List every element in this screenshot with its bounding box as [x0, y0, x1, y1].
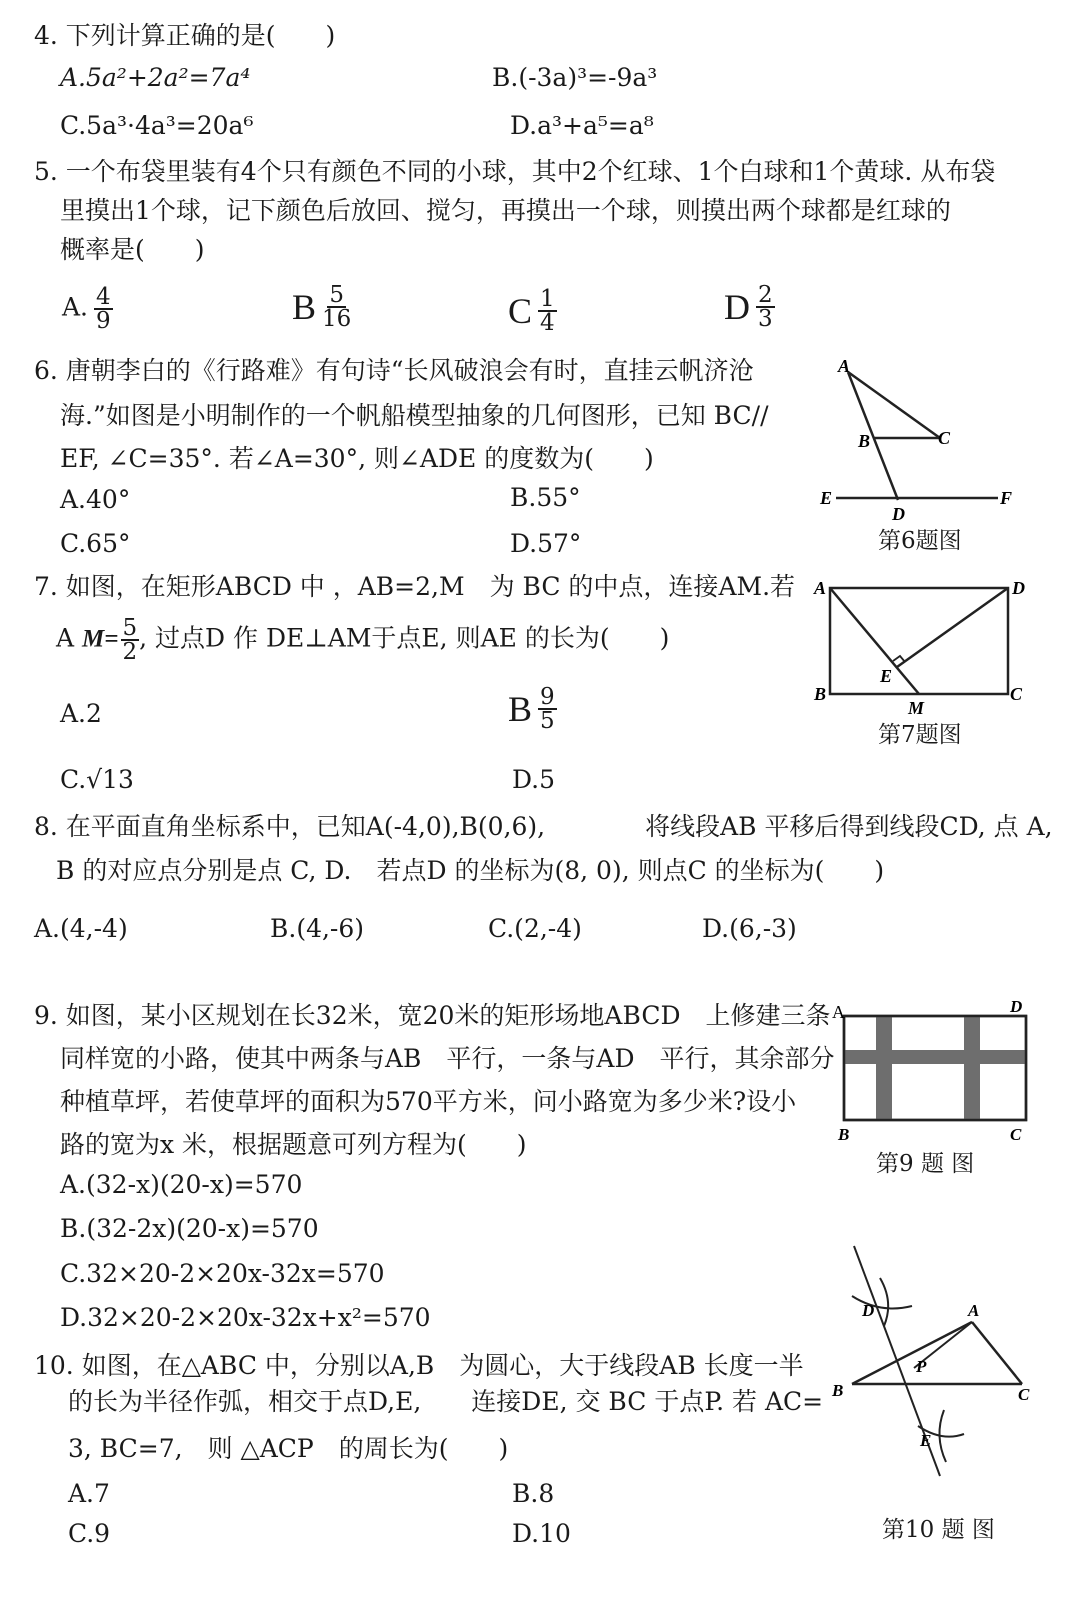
- q8-option-d: D.(6,-3): [702, 914, 797, 943]
- q9-stem-line4: 路的宽为x 米，根据题意可列方程为( ): [60, 1130, 527, 1159]
- q5-option-d: [724, 284, 775, 330]
- q10-option-c: C.9: [68, 1519, 111, 1548]
- fraction-denominator: 3: [758, 306, 773, 332]
- q7-option-b: [508, 686, 557, 732]
- q4-option-a: A.5a²+2a²=7a⁴: [60, 63, 251, 92]
- q9-figure: [826, 996, 1036, 1146]
- q7-option-c: C.√13: [60, 765, 134, 794]
- q10-option-b: B.8: [512, 1479, 555, 1508]
- label-m: M: [908, 698, 925, 718]
- q10-figure: [822, 1240, 1040, 1480]
- q9-option-c: C.32×20-2×20x-32x=570: [60, 1259, 385, 1288]
- q9-option-b: B.(32-2x)(20-x)=570: [60, 1214, 319, 1243]
- q9-figure-caption: 第9 题 图: [876, 1151, 975, 1177]
- q6-option-a: A.40°: [60, 485, 131, 514]
- label-d: D: [862, 1301, 875, 1320]
- q10-figure-caption: 第10 题 图: [882, 1517, 995, 1543]
- q10-stem-line3: 3, BC=7, 则 △ACP 的周长为( ): [68, 1434, 509, 1463]
- q8-option-c: C.(2,-4): [488, 914, 582, 943]
- label-c: C: [1018, 1385, 1030, 1404]
- q7-stem-line2: [56, 617, 669, 663]
- rectangle-abcd: [844, 1016, 1026, 1120]
- label-d: D: [1010, 997, 1023, 1016]
- line-am: [830, 588, 919, 694]
- q9-stem-line2: 同样宽的小路，使其中两条与AB 平行，一条与AD 平行，其余部分: [60, 1044, 835, 1073]
- q7-stem-line1: 7. 如图，在矩形ABCD 中 ，AB=2,M 为 BC 的中点，连接AM.若: [34, 572, 796, 601]
- label-b: B: [832, 1381, 844, 1400]
- label-c: C: [938, 428, 951, 448]
- q8-stem-line1: 8. 在平面直角坐标系中，已知A(-4,0),B(0,6), 将线段AB 平移后得到线段CD, 点 A,: [34, 812, 1053, 841]
- fraction-denominator: 4: [540, 310, 555, 336]
- line-ab: [852, 1322, 972, 1384]
- label-a: A: [838, 356, 851, 376]
- q5-option-b-fraction: [322, 284, 351, 330]
- q5-stem-line1: 5. 一个布袋里装有4个只有颜色不同的小球，其中2个红球、1个白球和1个黄球. 从布袋: [34, 157, 996, 186]
- fraction-denominator: 5: [540, 708, 555, 734]
- label-d: D: [892, 504, 905, 524]
- rectangle-abcd: [830, 588, 1008, 694]
- label-p: P: [916, 1357, 927, 1376]
- arc-d-1: [852, 1296, 912, 1308]
- fraction-numerator: 9: [540, 684, 555, 710]
- q7-line2-post: , 过点D 作 DE⊥AM于点E, 则AE 的长为( ): [139, 623, 670, 653]
- q6-figure: [800, 352, 1040, 527]
- q6-stem-line3: EF, ∠C=35°. 若∠A=30°, 则∠ADE 的度数为( ): [60, 444, 654, 473]
- fraction-numerator: 5: [122, 615, 138, 641]
- fraction-numerator: 4: [96, 284, 111, 310]
- q5-option-b-label: B: [292, 287, 317, 327]
- label-c: C: [1010, 684, 1023, 704]
- q10-option-a: A.7: [68, 1479, 110, 1508]
- label-a: A: [968, 1301, 980, 1320]
- q6-option-b: B.55°: [510, 483, 581, 512]
- q8-option-b: B.(4,-6): [270, 914, 365, 943]
- label-d: D: [1012, 578, 1025, 598]
- q7-line2-prefix: A: [56, 623, 75, 653]
- q6-figure-caption: 第6题图: [878, 528, 962, 554]
- label-e: E: [820, 488, 833, 508]
- label-e: E: [920, 1431, 932, 1450]
- line-ac: [972, 1322, 1022, 1384]
- q10-stem-line2: 的长为半径作弧，相交于点D,E, 连接DE, 交 BC 于点P. 若 AC=: [68, 1387, 824, 1416]
- q5-option-a-fraction: [94, 286, 113, 332]
- label-e: E: [880, 666, 893, 686]
- q5-stem-line3: 概率是( ): [60, 235, 205, 264]
- q8-stem-line2: B 的对应点分别是点 C, D. 若点D 的坐标为(8, 0), 则点C 的坐标为( ): [56, 856, 885, 885]
- right-angle-mark: [893, 656, 905, 662]
- fraction-denominator: 2: [122, 639, 138, 665]
- vertical-path-2: [964, 1016, 980, 1120]
- fraction-denominator: 9: [96, 308, 111, 334]
- q10-option-d: D.10: [512, 1519, 571, 1548]
- q4-option-d: D.a³+a⁵=a⁸: [510, 111, 654, 140]
- label-a: A: [814, 578, 827, 598]
- q9-option-d: D.32×20-2×20x-32x+x²=570: [60, 1303, 431, 1332]
- q5-option-c-label: C: [508, 291, 533, 331]
- q9-stem-line1: 9. 如图，某小区规划在长32米，宽20米的矩形场地ABCD 上修建三条: [34, 1001, 831, 1030]
- q5-option-c: [508, 288, 557, 334]
- q10-stem-line1: 10. 如图，在△ABC 中，分别以A,B 为圆心，大于线段AB 长度一半: [34, 1351, 804, 1380]
- q7-option-b-fraction: [538, 686, 557, 732]
- q7-line2-var: M=: [82, 625, 119, 653]
- q9-stem-line3: 种植草坪，若使草坪的面积为570平方米，问小路宽为多少米?设小: [60, 1087, 797, 1116]
- q5-option-a: [62, 286, 113, 332]
- fraction-numerator: 2: [758, 282, 773, 308]
- q7-option-a: A.2: [60, 699, 102, 728]
- q7-option-d: D.5: [512, 765, 556, 794]
- fraction-denominator: 16: [322, 306, 352, 332]
- fraction-numerator: 1: [540, 286, 555, 312]
- q8-option-a: A.(4,-4): [34, 914, 128, 943]
- label-b: B: [838, 1125, 850, 1144]
- q5-option-d-label: D: [724, 287, 750, 327]
- q5-option-a-label: A.: [62, 292, 89, 322]
- line-de: [897, 588, 1008, 667]
- label-f: F: [1000, 488, 1013, 508]
- q5-option-b: [292, 284, 351, 330]
- label-b: B: [814, 684, 827, 704]
- q6-option-c: C.65°: [60, 529, 131, 558]
- q4-stem: 4. 下列计算正确的是( ): [34, 21, 336, 50]
- q7-option-b-label: B: [508, 689, 533, 729]
- q7-figure-caption: 第7题图: [878, 722, 962, 748]
- fraction-numerator: 5: [329, 282, 344, 308]
- q4-option-b: B.(-3a)³=-9a³: [492, 63, 658, 92]
- q4-option-c: C.5a³·4a³=20a⁶: [60, 111, 254, 140]
- q5-stem-line2: 里摸出1个球，记下颜色后放回、搅匀，再摸出一个球，则摸出两个球都是红球的: [60, 196, 951, 225]
- q7-am-fraction: [121, 617, 140, 663]
- q9-option-a: A.(32-x)(20-x)=570: [60, 1170, 303, 1199]
- q6-stem-line2: 海.”如图是小明制作的一个帆船模型抽象的几何图形，已知 BC//: [60, 401, 769, 430]
- horizontal-path: [844, 1050, 1026, 1064]
- q5-option-c-fraction: [538, 288, 557, 334]
- q6-option-d: D.57°: [510, 529, 582, 558]
- label-c: C: [1010, 1125, 1022, 1144]
- label-b: B: [858, 431, 871, 451]
- q7-figure: [808, 572, 1038, 720]
- q6-stem-line1: 6. 唐朝李白的《行路难》有句诗“长风破浪会有时，直挂云帆济沧: [34, 356, 754, 385]
- vertical-path-1: [876, 1016, 892, 1120]
- label-a: A: [832, 1002, 845, 1022]
- q5-option-d-fraction: [756, 284, 775, 330]
